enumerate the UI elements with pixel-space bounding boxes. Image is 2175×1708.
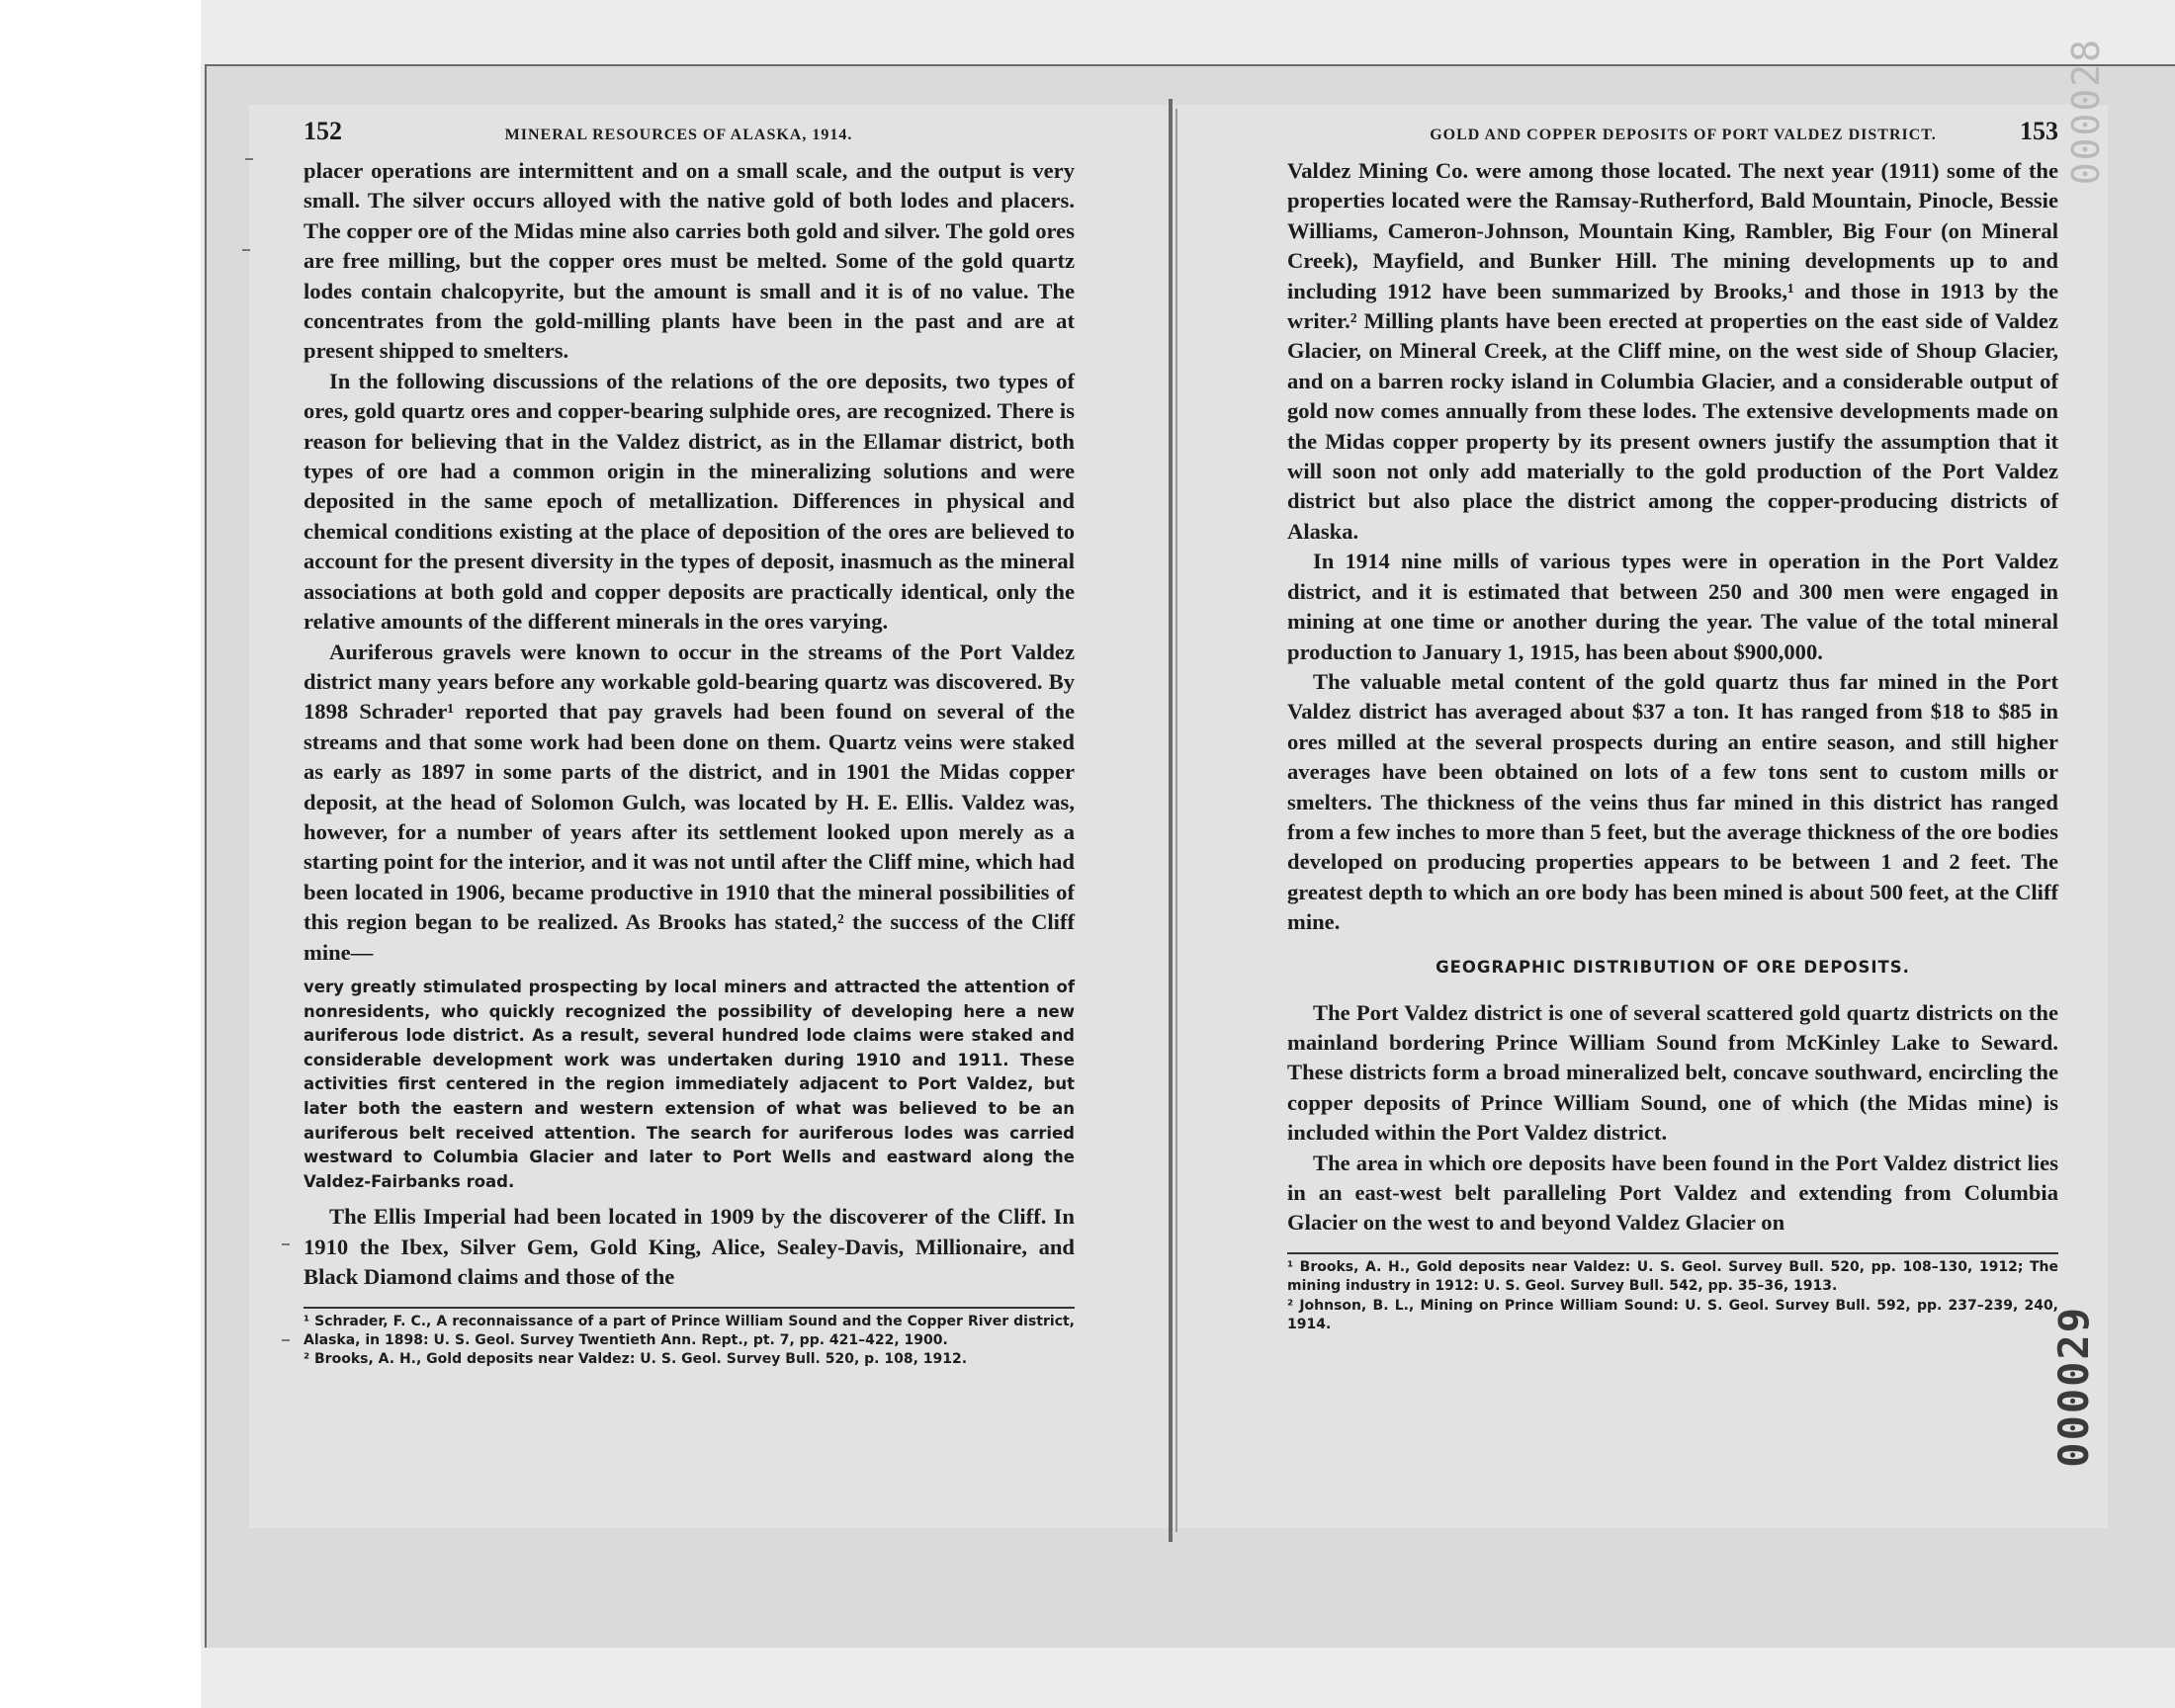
running-head: MINERAL RESOURCES OF ALASKA, 1914. <box>504 127 853 143</box>
footnote: ² Johnson, B. L., Mining on Prince William Sound: U. S. Geol. Survey Bull. 592, pp. 237–239, 240, 1914. <box>1287 1297 2058 1333</box>
section-body <box>1287 998 2058 1238</box>
book-gutter-shadow <box>1175 109 1177 1532</box>
side-stamp-number: 000029 <box>2049 1306 2098 1468</box>
paragraph: The valuable metal content of the gold quartz thus far mined in the Port Valdez district has averaged about $37 a ton. It has ranged from $18 to $85 in ores milled at the several prospects during an entire season, and still higher averages have been obtained on lots of a few tons sent to custom mills or smelters. The thickness of the veins thus far mined in this district has ranged from a few inches to more than 5 feet, but the average thickness of the ore bodies developed on producing properties appears to be between 1 and 2 feet. The greatest depth to which an ore body has been mined is about 500 feet, at the Cliff mine. <box>1287 668 2058 935</box>
footnote: ¹ Brooks, A. H., Gold deposits near Valdez: U. S. Geol. Survey Bull. 520, pp. 108–130, 1912; The mining industry in 1912: U. S. Geol. Survey Bull. 542, pp. 35–36, 1913. <box>1287 1258 2058 1295</box>
right-page-body <box>1287 156 2058 938</box>
paragraph: Valdez Mining Co. were among those located. The next year (1911) some of the properties located were the Ramsay-Rutherford, Bald Mountain, Pinocle, Bessie Williams, Cameron-Johnson, Mountain King, Rambler, Big Four (on Mineral Creek), Mayfield, and Bunker Hill. The mining developments up to and including 1912 have been summarized by Brooks,¹ and those in 1913 by the writer.² Milling plants have been erected at properties on the east side of Valdez Glacier, on Mineral Creek, at the Cliff mine, on the west side of Shoup Glacier, and on a barren rocky island in Columbia Glacier, and a considerable output of gold now comes annually from these lodes. The extensive developments made on the Midas copper property by its present owners justify the assumption that it will soon not only add materially to the gold production of the Port Valdez district but also place the district among the copper-producing districts of Alaska. <box>1287 158 2058 544</box>
left-page-body-continued <box>304 1202 1075 1292</box>
footnote-rule <box>304 1307 1075 1309</box>
left-page-header <box>304 117 1075 156</box>
right-page-header <box>1287 117 2058 156</box>
paragraph: The Port Valdez district is one of several scattered gold quartz districts on the mainland bordering Prince William Sound from McKinley Lake to Seward. These districts form a broad mineralized belt, concave southward, encircling the copper deposits of Prince William Sound, one of which (the Midas mine) is included within the Port Valdez district. <box>1287 999 2058 1146</box>
footnote: ¹ Schrader, F. C., A reconnaissance of a part of Prince William Sound and the Copper River district, Alaska, in 1898: U. S. Geol. Survey Twentieth Ann. Rept., pt. 7, pp. 421–422, 1900. <box>304 1313 1075 1348</box>
footnote-rule <box>1287 1252 2058 1254</box>
quote-text: very greatly stimulated prospecting by local miners and attracted the attention of nonresidents, who quickly recognized the possibility of developing here a new auriferous lode district. As a result, several hundred lode claims were staked and considerable development work was undertaken during 1910 and 1911. These activities first centered in the region immediately adjacent to Port Valdez, but later both the eastern and western extension of what was believed to be an auriferous belt received attention. The search for auriferous lodes was carried westward to Columbia Glacier and later to Port Wells and eastward along the Valdez-Fairbanks road. <box>304 977 1075 1191</box>
faint-stamp-number: 000028 <box>2064 38 2108 186</box>
paragraph: The Ellis Imperial had been located in 1909 by the discoverer of the Cliff. In 1910 the Ibex, Silver Gem, Gold King, Alice, Sealey-Davis, Millionaire, and Black Diamond claims and those of the <box>304 1204 1075 1290</box>
paragraph: The area in which ore deposits have been found in the Port Valdez district lies in an east-west belt paralleling Port Valdez and extending from Columbia Glacier on the west to and beyond Valdez Glacier on <box>1287 1150 2058 1236</box>
margin-mark <box>282 1339 290 1341</box>
section-heading: GEOGRAPHIC DISTRIBUTION OF ORE DEPOSITS. <box>1436 957 1910 977</box>
paragraph: placer operations are intermittent and on a small scale, and the output is very small. The silver occurs alloyed with the native gold of both lodes and placers. The copper ore of the Midas mine also carries both gold and silver. The gold ores are free milling, but the copper ores must be melted. Some of the gold quartz lodes contain chalcopyrite, but the amount is small and it is of no value. The concentrates from the gold-milling plants have been in the past and are at present shipped to smelters. <box>304 158 1075 364</box>
footnotes <box>1287 1258 2058 1335</box>
page-number: 152 <box>304 117 342 145</box>
book-gutter <box>1169 99 1173 1542</box>
margin-mark <box>282 1243 290 1245</box>
paragraph: In 1914 nine mills of various types were in operation in the Port Valdez district, and it is estimated that between 250 and 300 men were engaged in mining at one time or another during the year. The value of the total mineral production to January 1, 1915, has been about $900,000. <box>1287 549 2058 664</box>
paragraph: In the following discussions of the relations of the ore deposits, two types of ores, gold quartz ores and copper-bearing sulphide ores, are recognized. There is reason for believing that in the Valdez district, as in the Ellamar district, both types of ore had a common origin in the mineralizing solutions and were deposited in the same epoch of metallization. Differences in physical and chemical conditions existing at the place of deposition of the ores are believed to account for the present diversity in the types of deposit, inasmuch as the mineral associations at both gold and copper deposits are practically identical, only the relative amounts of the different minerals in the ores varying. <box>304 368 1075 635</box>
running-head: GOLD AND COPPER DEPOSITS OF PORT VALDEZ DISTRICT. <box>1430 127 1937 143</box>
margin-mark <box>245 158 253 160</box>
margin-mark <box>242 249 250 251</box>
page-number: 153 <box>2020 117 2058 145</box>
paragraph: Auriferous gravels were known to occur in the streams of the Port Valdez district many years before any workable gold-bearing quartz was discovered. By 1898 Schrader¹ reported that pay gravels had been found on several of the streams and that some work had been done on them. Quartz veins were staked as early as 1897 in some parts of the district, and in 1901 the Midas copper deposit, at the head of Solomon Gulch, was located by H. E. Ellis. Valdez was, however, for a number of years after its settlement looked upon merely as a starting point for the interior, and it was not until after the Cliff mine, which had been located in 1906, became productive in 1910 that the mineral possibilities of this region began to be realized. As Brooks has stated,² the success of the Cliff mine— <box>304 639 1075 965</box>
left-page-body <box>304 156 1075 968</box>
right-page <box>1287 117 2058 1334</box>
left-page <box>304 117 1075 1370</box>
block-quote <box>304 976 1075 1194</box>
footnotes <box>304 1313 1075 1370</box>
footnote: ² Brooks, A. H., Gold deposits near Valdez: U. S. Geol. Survey Bull. 520, p. 108, 1912. <box>304 1351 968 1368</box>
